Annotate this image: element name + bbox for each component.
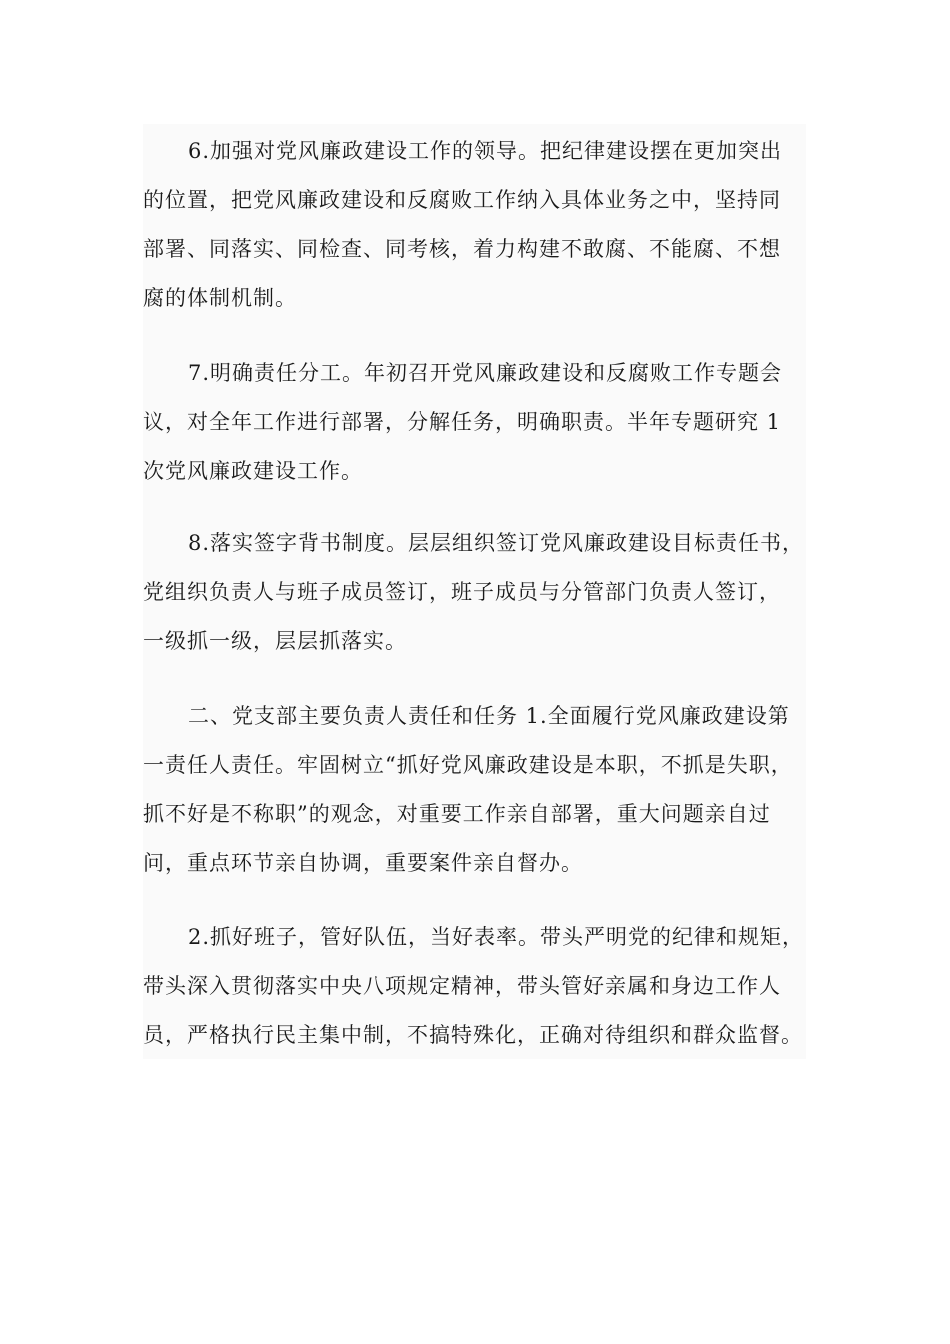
text-line: 6.加强对党风廉政建设工作的领导。把纪律建设摆在更加突出 xyxy=(188,139,783,163)
paragraph-item-6 xyxy=(143,127,815,323)
paragraph-section-two xyxy=(143,692,815,888)
text-line: 一级抓一级，层层抓落实。 xyxy=(143,629,407,653)
paragraph-item-7 xyxy=(143,349,815,496)
text-line: 抓不好是不称职”的观念，对重要工作亲自部署，重大问题亲自过 xyxy=(143,802,771,826)
text-line: 的位置，把党风廉政建设和反腐败工作纳入具体业务之中，坚持同 xyxy=(143,188,781,212)
text-line: 8.落实签字背书制度。层层组织签订党风廉政建设目标责任书， xyxy=(188,531,805,555)
text-line: 次党风廉政建设工作。 xyxy=(143,459,363,483)
text-line: 员，严格执行民主集中制，不搞特殊化，正确对待组织和群众监督。 xyxy=(143,1023,803,1047)
text-line: 带头深入贯彻落实中央八项规定精神，带头管好亲属和身边工作人 xyxy=(143,974,781,998)
paragraph-item-8 xyxy=(143,519,815,666)
text-line: 党组织负责人与班子成员签订，班子成员与分管部门负责人签订， xyxy=(143,580,781,604)
text-line: 问，重点环节亲自协调，重要案件亲自督办。 xyxy=(143,851,583,875)
text-line: 腐的体制机制。 xyxy=(143,286,297,310)
text-line: 2.抓好班子，管好队伍，当好表率。带头严明党的纪律和规矩， xyxy=(188,925,805,949)
text-line: 二、党支部主要负责人责任和任务 1.全面履行党风廉政建设第 xyxy=(188,704,790,728)
text-line: 部署、同落实、同检查、同考核，着力构建不敢腐、不能腐、不想 xyxy=(143,237,781,261)
text-line: 7.明确责任分工。年初召开党风廉政建设和反腐败工作专题会 xyxy=(188,361,783,385)
paragraph-item-2 xyxy=(143,913,815,1060)
text-line: 议，对全年工作进行部署，分解任务，明确职责。半年专题研究 1 xyxy=(143,410,782,434)
text-line: 一责任人责任。牢固树立“抓好党风廉政建设是本职，不抓是失职， xyxy=(143,753,793,777)
